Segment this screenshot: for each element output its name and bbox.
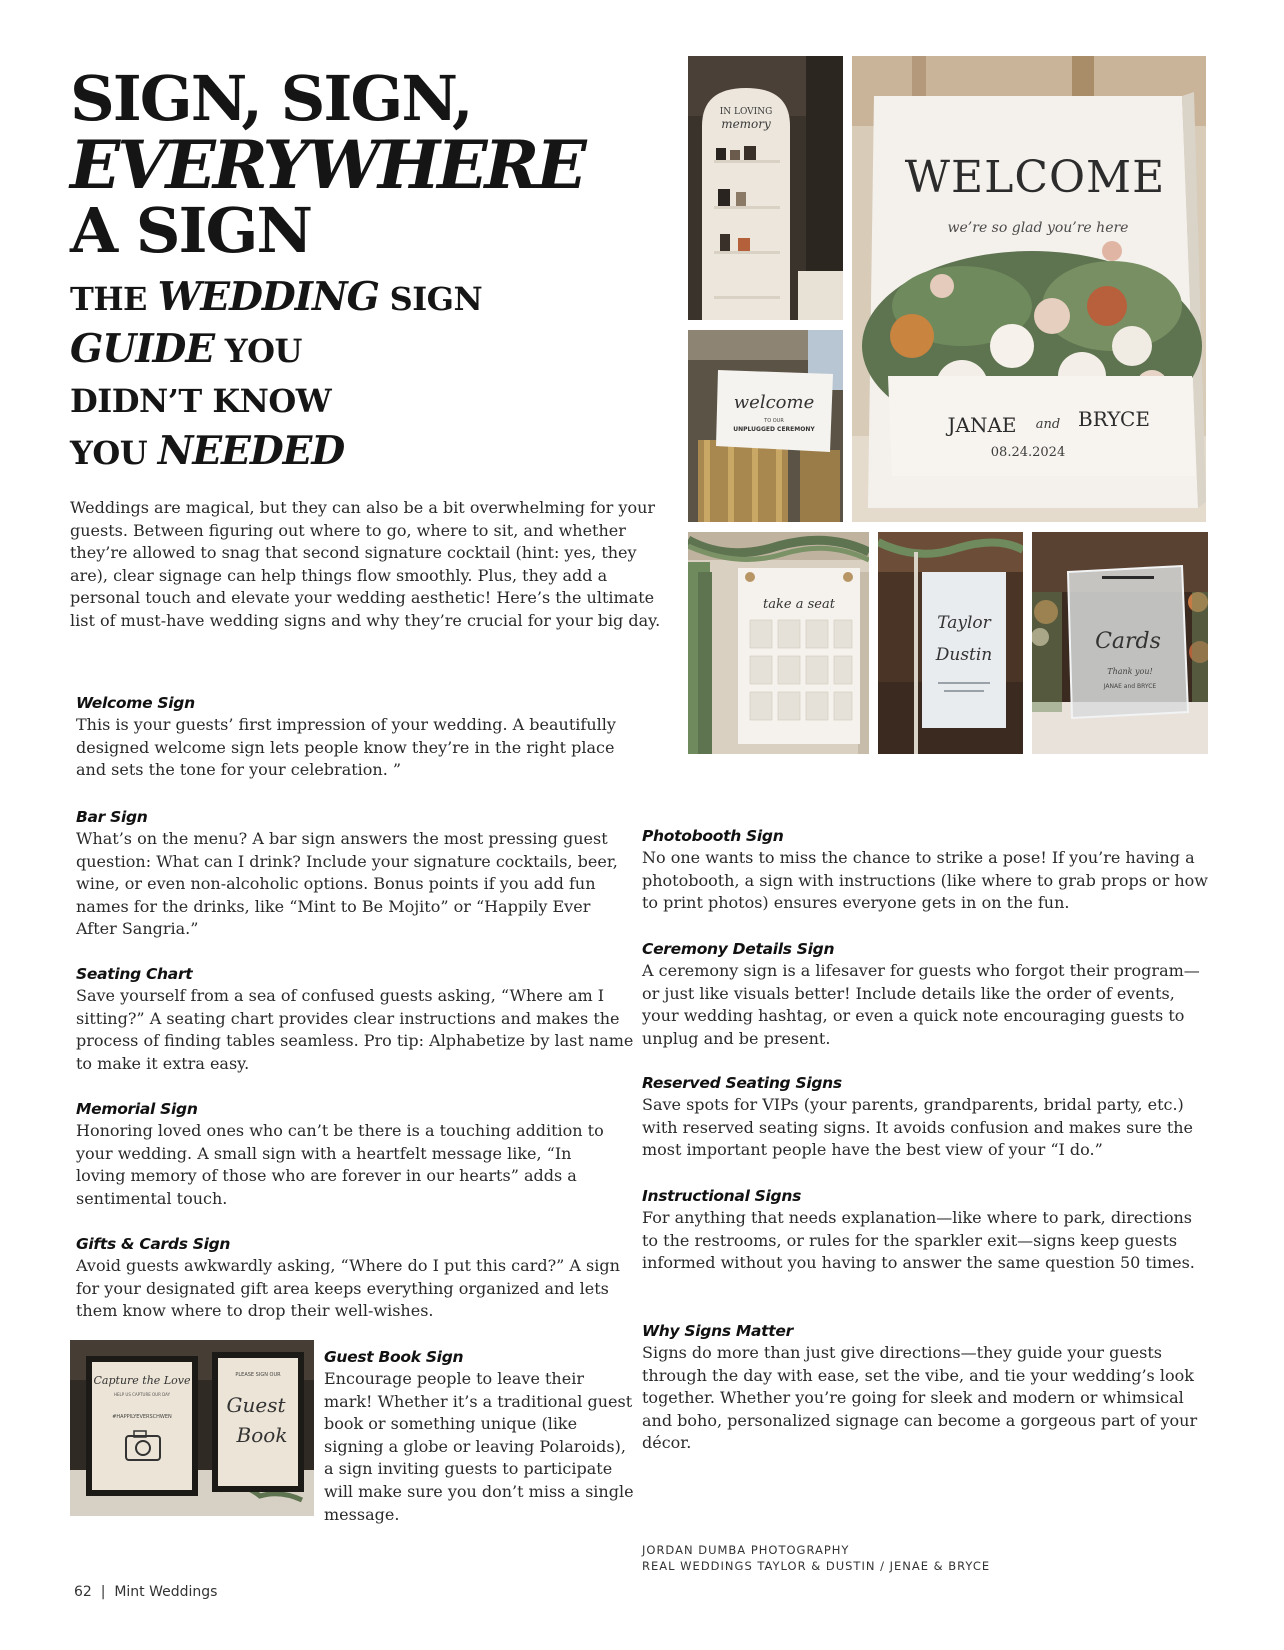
unplugged-sign-script: welcome <box>733 392 815 413</box>
section-body: A ceremony sign is a lifesaver for guests who forgot their program—or just like visuals better! Include details like the order of events, your wedding hashtag, or even a quick note encouraging guests to unplug and be present. <box>642 961 1200 1048</box>
article-headline <box>70 62 660 478</box>
subheadline-line-4: YOU NEEDED <box>70 428 345 474</box>
guestbook-left-small: HELP US CAPTURE OUR DAY <box>113 1392 171 1397</box>
photo-card-box <box>1032 532 1208 754</box>
photo-guest-book-signs <box>70 1340 314 1516</box>
section-body: Save spots for VIPs (your parents, grandparents, bridal party, etc.) with reserved seating signs. It avoids confusion and makes sure the most important people have the best view of your “I do.” <box>642 1095 1194 1160</box>
subheadline-line-1: THE WEDDING SIGN <box>70 274 483 320</box>
section-title: Ceremony Details Sign <box>642 940 835 958</box>
subheadline <box>70 272 660 478</box>
memorial-sign-line-1: IN LOVING <box>719 107 773 117</box>
guestbook-left-script: Capture the Love <box>93 1374 191 1387</box>
section-body: No one wants to miss the chance to strike a pose! If you’re having a photobooth, a sign with instructions (like where to grab props or how to print photos) ensures everyone gets in on the fun. <box>642 848 1208 913</box>
section-reserved-seating-signs <box>642 1072 1212 1162</box>
headline-line-2: EVERYWHERE <box>70 126 584 204</box>
unplugged-sign-line-1: TO OUR <box>764 418 784 424</box>
photo-credit-line-2: REAL WEDDINGS TAYLOR & DUSTIN / JENAE & BRYCE <box>642 1559 991 1573</box>
names-sign-line-1: Taylor <box>937 613 991 633</box>
seating-chart-script: take a seat <box>763 597 835 612</box>
section-gifts-cards-sign <box>76 1233 636 1323</box>
card-box-line-1: Thank you! <box>1107 667 1153 676</box>
section-title: Gifts & Cards Sign <box>76 1235 231 1253</box>
section-seating-chart <box>76 963 636 1075</box>
section-bar-sign <box>76 806 636 941</box>
welcome-sign-title: WELCOME <box>904 152 1166 203</box>
section-title: Photobooth Sign <box>642 827 784 845</box>
subheadline-line-2: GUIDE YOU <box>70 326 302 372</box>
section-title: Bar Sign <box>76 808 148 826</box>
photo-memorial-sign <box>688 56 843 320</box>
guestbook-right-small: PLEASE SIGN OUR <box>235 1372 281 1378</box>
section-photobooth-sign <box>642 825 1212 915</box>
card-box-script: Cards <box>1095 629 1161 654</box>
section-instructional-signs <box>642 1185 1212 1275</box>
section-welcome-sign <box>76 692 636 782</box>
headline-line-1: SIGN, SIGN, <box>70 62 472 135</box>
photo-names-sign <box>878 532 1023 754</box>
section-title: Reserved Seating Signs <box>642 1074 842 1092</box>
section-title: Guest Book Sign <box>324 1348 464 1366</box>
section-title: Instructional Signs <box>642 1187 802 1205</box>
section-title: Memorial Sign <box>76 1100 198 1118</box>
section-body: What’s on the menu? A bar sign answers the most pressing guest question: What can I drink? Include your signature cocktails, beer, wine, or even non-alcoholic options. Bonus points if you add fun names for the drinks, like “Mint to Be Mojito” or “Happily Ever After Sangria.” <box>76 829 618 939</box>
section-guest-book-sign <box>324 1346 634 1526</box>
section-why-signs-matter <box>642 1320 1212 1455</box>
photo-seating-chart <box>688 532 869 754</box>
welcome-sign-and: and <box>1035 417 1061 432</box>
subheadline-line-3: DIDN’T KNOW <box>70 382 332 420</box>
photo-unplugged-sign <box>688 330 843 522</box>
card-box-line-2: JANAE and BRYCE <box>1103 683 1157 690</box>
guestbook-left-tag: #HAPPILYEVERSCHWEN <box>112 1414 172 1420</box>
section-body: Honoring loved ones who can’t be there is a touching addition to your wedding. A small sign with a heartfelt message like, “In loving memory of those who are forever in our hearts” adds a sentimental touch. <box>76 1121 604 1208</box>
names-sign-line-2: Dustin <box>935 645 993 665</box>
section-title: Why Signs Matter <box>642 1322 793 1340</box>
guestbook-right-script-1: Guest <box>226 1393 286 1417</box>
section-body: This is your guests’ first impression of your wedding. A beautifully designed welcome sign lets people know they’re in the right place and sets the tone for your celebration. ” <box>76 715 616 780</box>
photo-credit-line-1: JORDAN DUMBA PHOTOGRAPHY <box>642 1543 850 1557</box>
welcome-sign-script: we’re so glad you’re here <box>947 220 1129 236</box>
intro-paragraph: Weddings are magical, but they can also be a bit overwhelming for your guests. Between figuring out where to go, where to sit, and whether they’re allowed to snag that second signature cocktail (hint: yes, they are), clear signage can help things flow smoothly. Plus, they add a personal touch and elevate your wedding aesthetic! Here’s the ultimate list of must-have wedding signs and why they’re crucial for your big day. <box>70 498 661 630</box>
page-folio: 62 | Mint Weddings <box>74 1584 218 1600</box>
welcome-sign-name-a: JANAE <box>947 413 1017 437</box>
section-body: For anything that needs explanation—like where to park, directions to the restrooms, or rules for the sparkler exit—signs keep guests informed without you having to answer the same question 50 times. <box>642 1208 1195 1273</box>
headline-line-3: A SIGN <box>70 194 312 267</box>
section-memorial-sign <box>76 1098 616 1210</box>
welcome-sign-date: 08.24.2024 <box>990 445 1066 460</box>
memorial-sign-line-2: memory <box>721 117 771 131</box>
section-ceremony-details-sign <box>642 938 1212 1050</box>
guestbook-right-script-2: Book <box>236 1423 288 1447</box>
section-body: Signs do more than just give directions—they guide your guests through the day with ease, set the vibe, and tie your wedding’s look together. Whether you’re going for sleek and modern or whimsical and boho, personalized signage can become a gorgeous part of your décor. <box>642 1343 1198 1453</box>
section-title: Welcome Sign <box>76 694 195 712</box>
unplugged-sign-line-2: UNPLUGGED CEREMONY <box>733 426 815 433</box>
section-body: Encourage people to leave their mark! Whether it’s a traditional guest book or something unique (like signing a globe or leaving Polaroids), a sign inviting guests to participate will make sure you don’t miss a single message. <box>324 1369 634 1524</box>
photo-credit <box>642 1542 990 1574</box>
section-title: Seating Chart <box>76 965 193 983</box>
welcome-sign-name-b: BRYCE <box>1078 407 1150 431</box>
photo-welcome-sign <box>852 56 1206 522</box>
section-body: Save yourself from a sea of confused guests asking, “Where am I sitting?” A seating chart provides clear instructions and makes the process of finding tables seamless. Pro tip: Alphabetize by last name to make it extra easy. <box>76 986 634 1073</box>
section-body: Avoid guests awkwardly asking, “Where do I put this card?” A sign for your designated gift area keeps everything organized and lets them know where to drop their well-wishes. <box>76 1256 620 1321</box>
